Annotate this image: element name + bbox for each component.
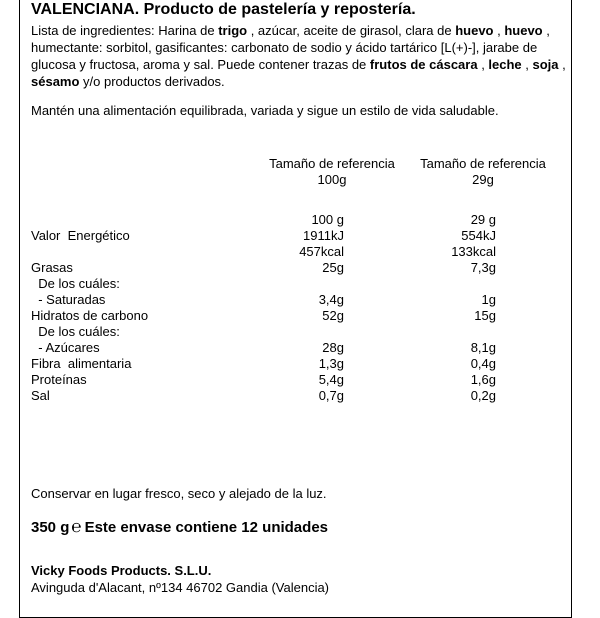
nutrition-label: - Saturadas: [31, 292, 106, 307]
company-name: Vicky Foods Products. S.L.U.: [31, 563, 212, 578]
column-header-29g-line1: Tamaño de referencia: [420, 156, 546, 171]
allergen-text: leche: [488, 57, 522, 72]
nutrition-row: [31, 308, 566, 324]
value-per-100g: 100 g: [311, 212, 344, 227]
allergen-text: frutos de cáscara: [369, 57, 478, 72]
value-per-29g: 15g: [474, 308, 496, 323]
value-per-100g: 5,4g: [318, 372, 344, 387]
nutrition-label: Proteínas: [31, 372, 87, 387]
column-header-29g-line2: 29g: [472, 172, 494, 187]
ingredient-text: ,: [493, 23, 505, 38]
product-title: VALENCIANA. Producto de pastelería y repostería.: [31, 1, 416, 18]
ingredient-text: ,: [521, 57, 533, 72]
nutrition-label: Valor Energético: [31, 228, 130, 243]
nutrition-row: [31, 372, 566, 388]
ingredient-text: y/o productos derivados.: [79, 74, 225, 89]
value-per-29g: 133kcal: [451, 244, 496, 259]
value-per-100g: 28g: [322, 340, 344, 355]
ingredient-text: , azúcar, aceite de girasol, clara de: [247, 23, 456, 38]
nutrition-row: [31, 276, 566, 292]
nutrition-table-header: [31, 156, 566, 198]
net-weight: 350 g: [31, 519, 70, 536]
column-header-100g-line1: Tamaño de referencia: [269, 156, 395, 171]
nutrition-row: [31, 340, 566, 356]
nutrition-row: [31, 388, 566, 404]
nutrition-label: Fibra alimentaria: [31, 356, 132, 371]
value-per-29g: 7,3g: [470, 260, 496, 275]
value-per-29g: 8,1g: [470, 340, 496, 355]
healthy-lifestyle-note: Mantén una alimentación equilibrada, variada y sigue un estilo de vida saludable.: [31, 103, 499, 118]
nutrition-table: [31, 156, 566, 404]
column-header-100g-line2: 100g: [317, 172, 347, 187]
value-per-100g: 1,3g: [318, 356, 344, 371]
ingredient-text: ,: [477, 57, 489, 72]
value-per-29g: 554kJ: [461, 228, 496, 243]
allergen-text: sésamo: [31, 74, 80, 89]
column-header-100g: [257, 156, 407, 188]
value-per-29g: 0,4g: [470, 356, 496, 371]
storage-instructions: Conservar en lugar fresco, seco y alejado de la luz.: [31, 486, 327, 501]
estimated-sign-icon: ℮: [71, 517, 82, 536]
nutrition-row: [31, 228, 566, 244]
net-weight-line: [31, 517, 328, 537]
nutrition-row: [31, 292, 566, 308]
allergen-text: trigo: [218, 23, 248, 38]
nutrition-row: [31, 324, 566, 340]
nutrition-row: [31, 244, 566, 260]
ingredient-text: ,: [558, 57, 566, 72]
value-per-29g: 29 g: [470, 212, 496, 227]
nutrition-row: [31, 260, 566, 276]
value-per-100g: 25g: [322, 260, 344, 275]
allergen-text: huevo: [504, 23, 543, 38]
nutrition-label: Hidratos de carbono: [31, 308, 149, 323]
ingredients-list: [31, 22, 566, 90]
units-count-text: Este envase contiene 12 unidades: [84, 519, 328, 536]
nutrition-label: De los cuáles:: [31, 276, 120, 291]
column-header-29g: [408, 156, 558, 188]
value-per-100g: 457kcal: [299, 244, 344, 259]
nutrition-label: Grasas: [31, 260, 73, 275]
nutrition-label: Sal: [31, 388, 50, 403]
allergen-text: huevo: [455, 23, 494, 38]
nutrition-row: [31, 356, 566, 372]
nutrition-row: [31, 212, 566, 228]
nutrition-label: De los cuáles:: [31, 324, 120, 339]
company-address: Avinguda d'Alacant, nº134 46702 Gandia (Valencia): [31, 580, 330, 595]
ingredient-text: , humectante: sorbitol, gasificantes: carbonato de sodio y ácido tartárico [L(+)-], jarabe de glucosa y fructosa, aroma y sal. Puede contener trazas de: [31, 23, 550, 72]
nutrition-rows: [31, 212, 566, 404]
value-per-100g: 3,4g: [318, 292, 344, 307]
nutrition-label: - Azúcares: [31, 340, 100, 355]
value-per-29g: 0,2g: [470, 388, 496, 403]
value-per-29g: 1g: [481, 292, 496, 307]
value-per-100g: 0,7g: [318, 388, 344, 403]
ingredient-text: Lista de ingredientes: Harina de: [31, 23, 219, 38]
value-per-100g: 1911kJ: [303, 228, 344, 243]
value-per-29g: 1,6g: [470, 372, 496, 387]
value-per-100g: 52g: [322, 308, 344, 323]
allergen-text: soja: [532, 57, 559, 72]
